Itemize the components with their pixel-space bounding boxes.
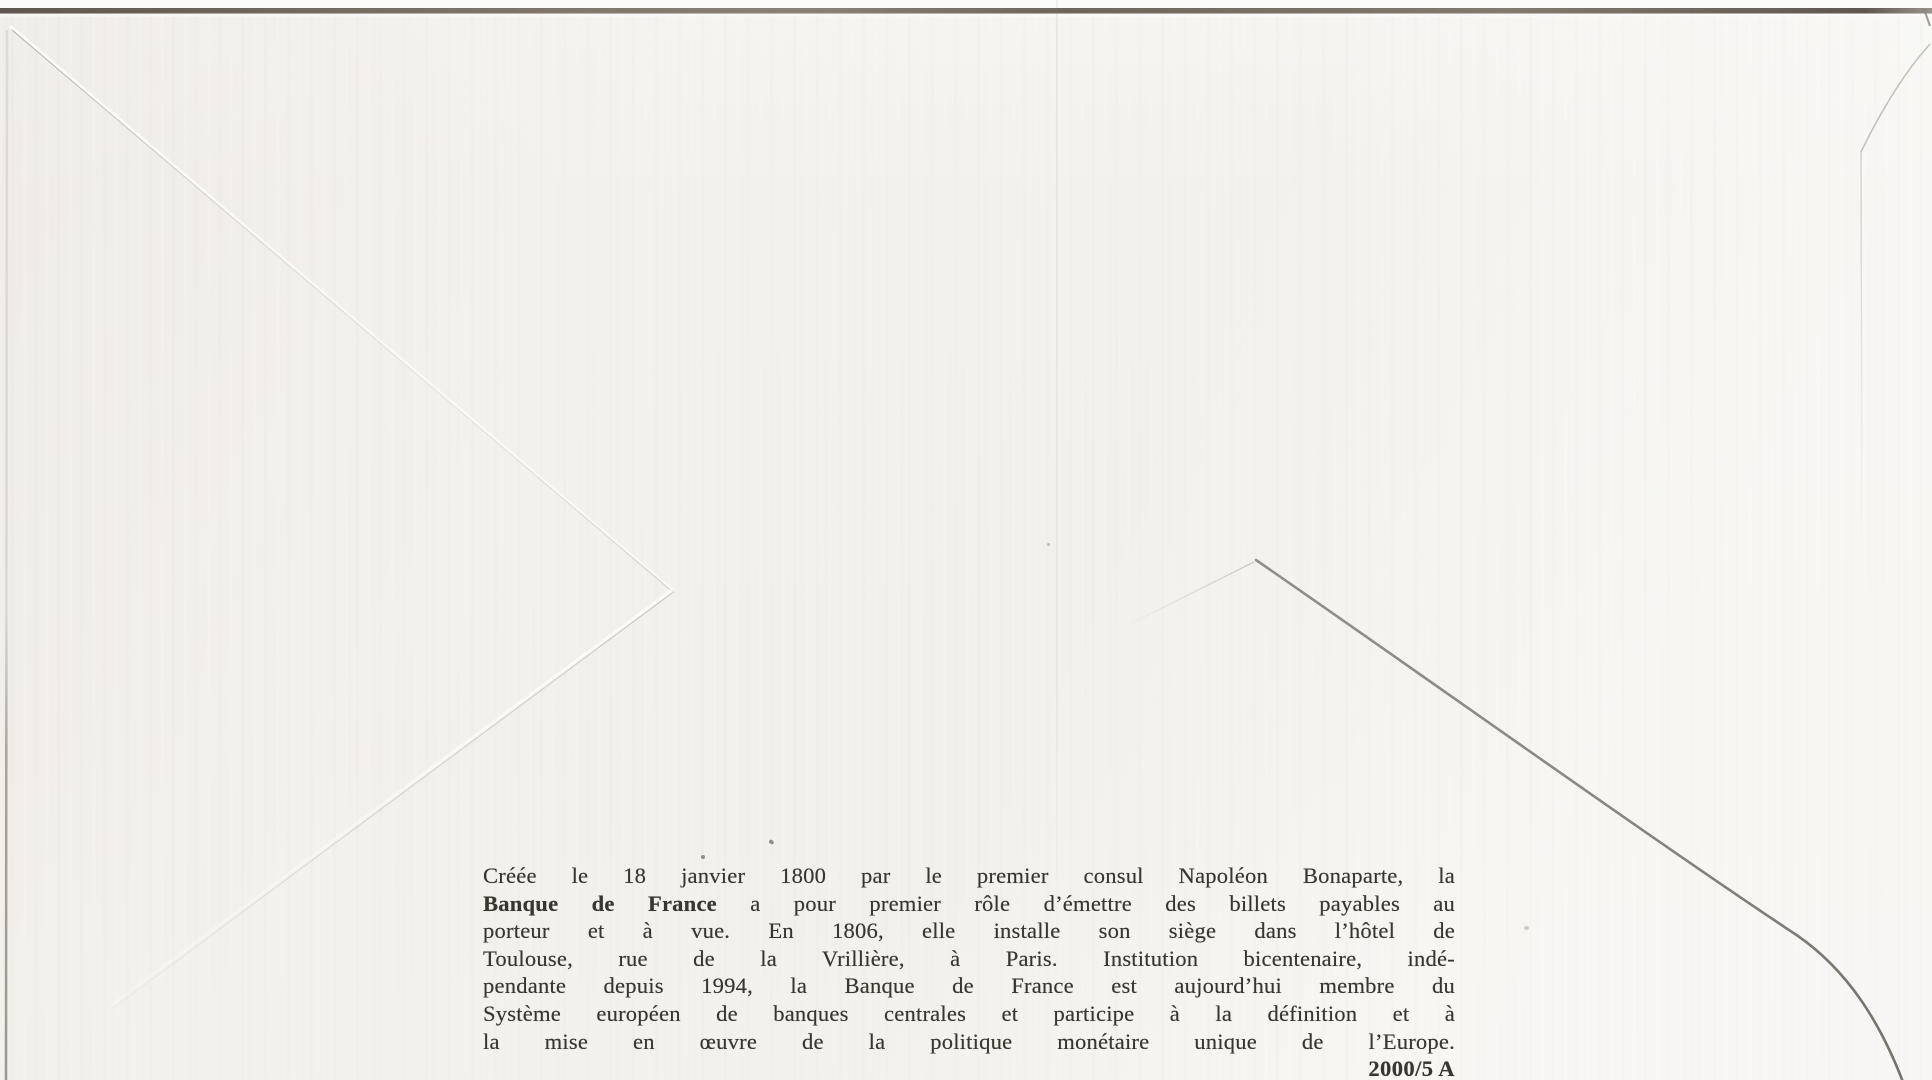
text-line-1: Créée le 18 janvier 1800 par le premier consul Napoléon Bonaparte, la [483, 863, 1455, 888]
text-line-7: la mise en œuvre de la politique monétaire unique de l’Europe. [483, 1028, 1455, 1054]
text-line-3: porteur et à vue. En 1806, elle installe son siège dans l’hôtel de [483, 918, 1455, 944]
paper-speck [1524, 926, 1529, 930]
paper-speck [1047, 543, 1050, 546]
banque-de-france-note [483, 862, 1455, 1080]
text-line-4: Toulouse, rue de la Vrillière, à Paris. Institution bicentenaire, indé- [483, 945, 1455, 971]
flap-shoulder-curve [1861, 44, 1930, 152]
text-line-6: Système européen de banques centrales et participe à la définition et à [483, 1000, 1455, 1026]
paper-speck [701, 855, 705, 859]
bold-banque-de-france: Banque de France [483, 890, 717, 916]
crease-top-left [10, 26, 672, 590]
text-line-2: Banque de France a pour premier rôle d’émettre des billets payables au [483, 890, 1455, 916]
text-line-5: pendante depuis 1994, la Banque de France est aujourd’hui membre du [483, 973, 1455, 999]
right-flap-crease [1861, 152, 1862, 560]
reference-number: 2000/5 A [1368, 1056, 1455, 1080]
envelope-left-edge [6, 30, 7, 1080]
crease-center [1130, 562, 1254, 624]
envelope-top-edge [0, 8, 1932, 14]
